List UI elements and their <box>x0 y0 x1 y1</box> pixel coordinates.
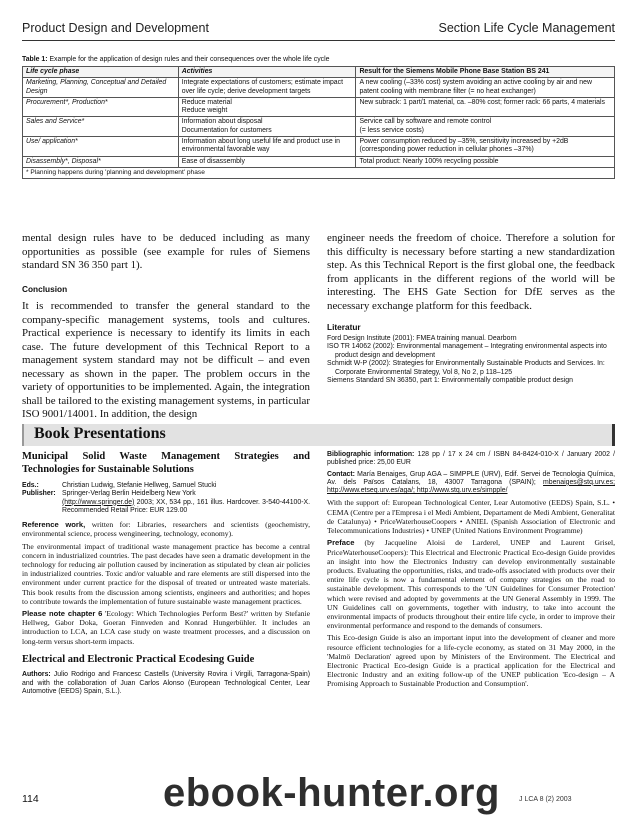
book-presentations-banner <box>22 424 615 446</box>
header-section-left: Product Design and Development <box>22 21 209 35</box>
book2-authors-text: Julio Rodrigo and Francesc Castells (University Rovira i Virgili, Tarragona-Spain) and with the collaboration of Juan Carlos Alonso (European Technological Center, Lear Automotive (EEDS) Spain, S.L.). <box>22 671 310 695</box>
conclusion-paragraph: It is recommended to transfer the general standard to the company-specific management systems, tools and cultures. Practical experience is necessary to identify its limits in each case. The future development of this Technical Report to a management system standard may not be difficult – and even necessary as shown in the paper. The problem occurs in the variety of opportunities to be implemented. Again, the integration shall be tailored to the existing management systems, in particular ISO 9001/14001. In addition, the design <box>22 300 310 420</box>
book2-contact-label: Contact: <box>327 470 355 478</box>
book1-publisher: Springer-Verlag Berlin Heidelberg New York <box>62 490 196 498</box>
table-header-activities: Activities <box>178 67 356 78</box>
book1-note-label: Please note chapter 6 <box>22 609 103 619</box>
table-cell-result: A new cooling (–33% cost) system avoiding an active cooling by air and new patent cooling with membrane filter (= no heat exchanger) <box>356 78 615 98</box>
book2-biblio-text: 128 pp / 17 x 24 cm / ISBN 84-8424-010-X / January 2002 / published price: 25,00 EUR <box>327 451 615 467</box>
literature-list <box>327 335 615 385</box>
book2-authors <box>22 671 310 696</box>
book1-meta <box>22 482 310 515</box>
book2-preface-continued: This Eco-design Guide is also an important input into the development of cleaner and more resource efficient technologies for a life-cycle economy, as stated on 31 May 2000, in the 'Malmö Declaration' agreed upon by Ministers of the Environment. The Electrical and Electronic Practical Eco-design Guide is a practical application for the Electrical and Electronic Industry and an exiting follow-up of the UNEP publication 'Eco-design – A Promising Approach to Sustainable Production and Consumption'. <box>327 633 615 689</box>
book1-reference <box>22 520 310 538</box>
table-caption-text: Example for the application of design rules and their consequences over the whole life cycle <box>47 56 330 63</box>
literature-item: Schmidt W-P (2002): Strategies for Environmentally Sustainable Products and Services. In: Corporate Environmental Strategy, Vol 8, No 2, p 118–125 <box>327 360 605 376</box>
book1-publisher-details: 2003; XX, 534 pp., 161 illus. Hardcover. 3-540-44100-X. Recommended Retail Price: EUR 129.00 <box>62 498 310 514</box>
book2-support: With the support of: European Technological Center, Lear Automotive (EEDS) Spain, S.L. • CEMA (Centre per a l'Empresa i el Medi Ambient, Departament de Medi Ambient, Generalitat de Catalunya) • PriceWaterhouseCoopers • ANIEL (Spanish Association of Electronic and Telecommunications Industries) • UNEP (United Nations Environment Programme) <box>327 498 615 536</box>
table-row <box>23 117 615 137</box>
watermark-text: ebook-hunter.org <box>163 771 500 815</box>
article-right-column <box>327 232 615 385</box>
running-header <box>22 21 615 40</box>
book2-biblio-label: Bibliographic information: <box>327 451 415 458</box>
table-caption-label: Table 1: <box>22 56 48 63</box>
article-continuation-paragraph: engineer needs the freedom of choice. Therefore a solution for this difficulty is necessary before starting a new standardization step. As this Technical Report is the first global one, the feedback from applicants in the different regions of the world will be interesting. The EHS Gate Section for DfE serves as the necessary exchange platform for this feedback. <box>327 232 615 312</box>
journal-reference: J LCA 8 (2) 2003 <box>519 796 572 803</box>
table-header-row <box>23 67 615 78</box>
table-cell-activities: Information about disposal Documentation for customers <box>178 117 356 137</box>
book1-eds-label: Eds.: <box>22 482 39 489</box>
table-row <box>23 78 615 98</box>
literature-heading: Literatur <box>327 322 361 332</box>
table-cell-phase: Sales and Service* <box>23 117 179 137</box>
book2-authors-label: Authors: <box>22 671 51 679</box>
literature-item: ISO TR 14062 (2002): Environmental management – Integrating environmental aspects into product design and development <box>327 343 607 359</box>
book2-bibliographic <box>327 451 615 468</box>
table-cell-activities: Information about long useful life and product use in environmental favorable way <box>178 137 356 157</box>
book1-publisher-link[interactable]: (http://www.springer.de) <box>62 498 135 506</box>
book1-eds: Christian Ludwig, Stefanie Hellweg, Samuel Stucki <box>62 482 217 489</box>
book2-preface-text: (by Jacqueline Aloisi de Larderel, UNEP and Laurent Grisel, PriceWaterhouseCoopers): This Electrical and Electronic Practical Eco-design Guide provides an insight into how the Electronics Industry can develop environmentally sustainable products. Evaluating the opportunities, risks, and trade-offs associated with products over their entire life cycle is now a fundamental element of company strategies on the road to sustainable development. This corresponds to the 'UN Guidelines for Consumer Protection' which were revised and adopted by governments at the UN General Assembly in 1999. The UN Guidelines call on governments, together with industry, to take into account the environmental impacts of products throughout their entire life cycle, in order to improve their environmental performance and respond to the demands of consumers. <box>327 538 615 631</box>
conclusion-heading: Conclusion <box>22 283 68 294</box>
table-caption <box>22 56 615 63</box>
book1-reference-text: written for: Libraries, researchers and scientists (geochemistry, environmental science, process wengineering, technology, economy). <box>22 520 310 539</box>
table-cell-result: Power consumption reduced by –35%, sensitivity increased by +2dB (corresponding power reduction in cellular phones –37%) <box>356 137 615 157</box>
book2-contact <box>327 471 615 496</box>
books-left-column <box>22 451 310 699</box>
table-row <box>23 156 615 167</box>
table-cell-activities: Reduce material Reduce weight <box>178 97 356 117</box>
book2-preface-label: Preface <box>327 538 355 548</box>
table-footnote-row <box>23 167 615 178</box>
book2-contact-text: María Benaiges, Grup AGA – SIMPPLE (URV), Edif. Servei de Tecnologia Química, Av. dels Països Catalans, 18, 43007 Tarragona (SPAIN); <box>327 470 615 486</box>
table-cell-result: New subrack: 1 part/1 material, ca. –80% cost; former rack: 66 parts, 4 materials <box>356 97 615 117</box>
page-number: 114 <box>22 793 39 805</box>
header-rule <box>22 40 615 41</box>
table-header-phase: Life cycle phase <box>23 67 179 78</box>
table-cell-phase: Procurement*, Production* <box>23 97 179 117</box>
header-section-right: Section Life Cycle Management <box>438 21 615 35</box>
book1-note <box>22 609 310 646</box>
literature-item: Ford Design Institute (2001): FMEA training manual. Dearborn <box>327 335 517 342</box>
banner-end-bar <box>612 424 615 446</box>
book1-description: The environmental impact of traditional waste management practice has become a central concern in industrialized countries. The past decades have seen a dramatic development in the technology for reducing air pollution caused by incineration as stipulated by clean air policies in industrialized countries. Toxic and/or valuable and rare elements are still dispersed into the environment under current practice for the disposal of treated or untreated waste materials. This book results from the discussion among scientists, engineers and authorities; and hopes to contribute towards the implementation of future sustainable waste management practices. <box>22 541 310 606</box>
book2-contact-links[interactable]: mbenaiges@stq.urv.es; http://www.etseq.urv.es/aga/; http://www.stq.urv.es/simpple/ <box>327 478 615 495</box>
table-cell-activities: Integrate expectations of customers; estimate impact over life cycle; derive development targets <box>178 78 356 98</box>
life-cycle-table <box>22 66 615 179</box>
table-cell-activities: Ease of disassembly <box>178 156 356 167</box>
book2-title: Electrical and Electronic Practical Ecodesing Guide <box>22 653 255 665</box>
table-header-result: Result for the Siemens Mobile Phone Base Station BS 241 <box>356 67 615 78</box>
table-cell-result: Service call by software and remote control (= less service costs) <box>356 117 615 137</box>
book1-publisher-label: Publisher: <box>22 490 56 498</box>
article-left-column <box>22 232 310 422</box>
table-row <box>23 137 615 157</box>
literature-item: Siemens Standard SN 36350, part 1: Environmentally compatible product design <box>327 377 573 385</box>
table-row <box>23 97 615 117</box>
books-right-column <box>327 451 615 692</box>
article-intro-paragraph: mental design rules have to be deduced including as many opportunities as possible (see example for rules of Siemens standard SN 36 350 part 1). <box>22 232 310 271</box>
banner-title: Book Presentations <box>34 425 166 442</box>
book1-note-text: 'Ecology: Which Technologies Perform Best?' written by Stefanie Hellweg, Gabor Doka, Goeran Finnveden and Konrad Hungerbühler. It includes an introduction to LCA, an LCA case study on waste treatment processes, and a discussion on long-term versus short-term impacts. <box>22 609 310 646</box>
table-cell-phase: Disassembly*, Disposal* <box>23 156 179 167</box>
table-footnote: * Planning happens during 'planning and development' phase <box>23 167 615 178</box>
table-cell-result: Total product: Nearly 100% recycling possible <box>356 156 615 167</box>
book2-preface <box>327 538 615 630</box>
book1-reference-label: Reference work, <box>22 520 86 530</box>
table-cell-phase: Marketing, Planning, Conceptual and Detailed Design <box>23 78 179 98</box>
book1-title: Municipal Solid Waste Management Strategies and Technologies for Sustainable Solutions <box>22 451 310 475</box>
table-cell-phase: Use/ application* <box>23 137 179 157</box>
